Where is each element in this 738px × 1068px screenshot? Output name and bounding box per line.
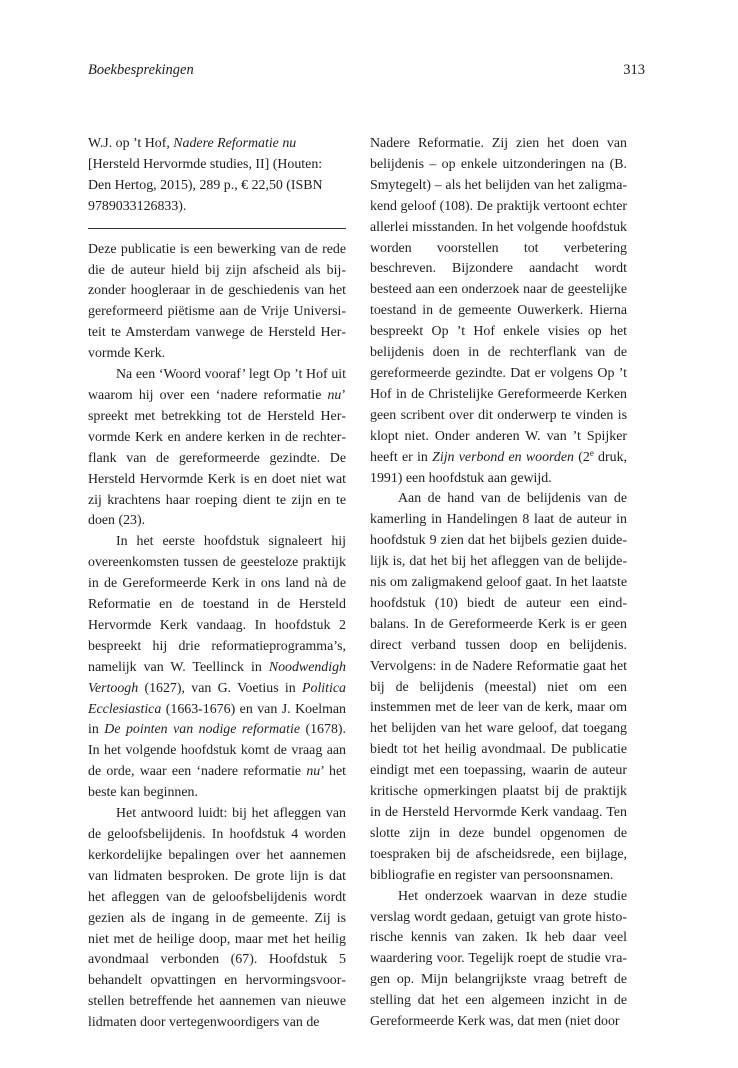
paragraph-3-text-c: (1663-1676) en van J. Koelman in (88, 701, 346, 738)
title-zijn-verbond: Zijn verbond en woorden (432, 449, 574, 465)
citation-details: [Hersteld Hervormde studies, II] (Houten: Den Hertog, 2015), 289 p., € 22,50 (ISBN 9789033126833). (88, 156, 323, 214)
paragraph-2 (88, 365, 346, 532)
paragraph-3 (88, 532, 346, 804)
paragraph-1: Deze publicatie is een bewerking van de rede die de auteur hield bij zijn afscheid als bijzonder hoogleraar in de geschiedenis van het gereformeerd piëtisme aan de Vrije Universiteit te Amsterdam vanwege de Hersteld Hervormde Kerk. (88, 241, 346, 362)
left-column (88, 134, 346, 1034)
emphasis-nu: nu (306, 764, 321, 780)
section-title: Boekbesprekingen (88, 62, 194, 78)
paragraph-6: Aan de hand van de belijdenis van de kamerling in Handelingen 8 laat de auteur in hoofdstuk 9 zien dat het bijbels gezien duidelijk is, dat het bij het afleggen van de belijdenis om zaligmakend geloof gaat. In het laatste hoofdstuk (10) biedt de auteur een eindbalans. In de Gereformeerde Kerk is er geen direct verband tussen doop en belijdenis. Vervolgens: in de Nadere Reformatie gaat het bij de belijdenis (meestal) niet om een instemmen met de leer van de kerk, maar om het belijden van het ware geloof, dat toegang biedt tot het heilig avondmaal. De publicatie eindigt met een toepassing, waarin de auteur kritische opmerkingen plaatst bij de praktijk in de Hersteld Hervormde Kerk vandaag. Ten slotte zijn in deze bundel opgenomen de toespraken bij de afscheidsrede, een bijlage, bibliografie en register van persoonsnamen. (370, 491, 627, 883)
paragraph-3-text-a: In het eerste hoofdstuk signaleert hij overeenkomsten tussen de geesteloze praktijk in de Gereformeerde Kerk in ons land nà de Reformatie en de toestand in de Hersteld Hervormde Kerk vandaag. In hoofdstuk 2 bespreekt hij drie reformatieprogramma’s, namelijk van W. Teellinck in (88, 534, 346, 675)
paragraph-3-text-e: ’ het beste kan beginnen. (88, 764, 346, 801)
book-citation (88, 134, 346, 229)
paragraph-3-text-d: (1678). In het volgende hoofdstuk komt de vraag aan de orde, waar een ‘nadere reformatie (88, 722, 346, 780)
right-column (370, 134, 627, 1033)
paragraph-5-text-a: Nadere Reformatie. Zij zien het doen van belijdenis – op enkele uitzonderingen na (B. Smytegelt) – als het belijden van het zaligmakend geloof (108). De praktijk vertoont echter allerlei misstanden. In het volgende hoofdstuk worden voorstellen tot verbetering beschreven. Bijzondere aandacht wordt besteed aan een onderzoek naar de geestelijke toestand in de gemeente Ouwerkerk. Hierna bespreekt Op ’t Hof enkele visies op het belijdenis doen in de rechterflank van de gereformeerde gezindte. Dat er volgens Op ’t Hof in de Christelijke Gereformeerde Kerken geen scribent over dit onderwerp te vinden is klopt niet. Onder anderen W. van ’t Spijker heeft er in (370, 136, 627, 465)
paragraph-4: Het antwoord luidt: bij het afleggen van de geloofsbelijdenis. In hoofdstuk 4 worden kerkordelijke bepalingen over het aannemen van lidmaten besproken. De grote lijn is dat het afleggen van de geloofsbelijdenis wordt gezien als de ingang in de gemeente. Zij is niet met de heilige doop, maar met het heilig avondmaal verbonden (67). Hoofdstuk 5 behandelt opvattingen en hervormingsvoorstellen betreffende het aannemen van nieuwe lidmaten door vertegenwoordigers van de (88, 806, 346, 1031)
title-politica-ecclesiastica: Politica Ecclesiastica (88, 680, 346, 717)
paragraph-5-text-c: druk, 1991) een hoofdstuk aan gewijd. (370, 449, 627, 486)
emphasis-nu: nu (327, 387, 342, 403)
running-header (88, 62, 645, 82)
paragraph-2-text-b: ’ spreekt met betrekking tot de Hersteld Hervormde Kerk en andere kerken in de rechterflank van de gereformeerde gezindte. De Hersteld Hervormde Kerk is en doet niet wat zij krachtens haar roeping dient te zijn en te doen (23). (88, 387, 346, 529)
paragraph-3-text-b: (1627), van G. Voetius in (138, 680, 303, 696)
paragraph-2-text-a: Na een ‘Woord vooraf’ legt Op ’t Hof uit waarom hij over een ‘nadere reformatie (88, 367, 346, 403)
superscript-e: e (589, 447, 594, 458)
paragraph-7: Het onderzoek waarvan in deze studie verslag wordt gedaan, getuigt van grote historische kennis van zaken. Ik heb daar veel waardering voor. Tegelijk roept de studie vragen op. Mijn belangrijkste vraag betreft de stelling dat het een algemeen inzicht in de Gereformeerde Kerk was, dat men (niet door (370, 888, 627, 1030)
citation-book-title: Nadere Reformatie nu (173, 136, 297, 151)
page-number: 313 (623, 62, 645, 78)
paragraph-5 (370, 134, 627, 489)
title-de-pointen: De pointen van nodige reformatie (104, 722, 301, 738)
citation-author: W.J. op ’t Hof, (88, 136, 174, 151)
title-noodwendigh-vertoogh: Noodwendigh Vertoogh (88, 659, 346, 696)
paragraph-5-text-b: (2 (573, 449, 590, 465)
